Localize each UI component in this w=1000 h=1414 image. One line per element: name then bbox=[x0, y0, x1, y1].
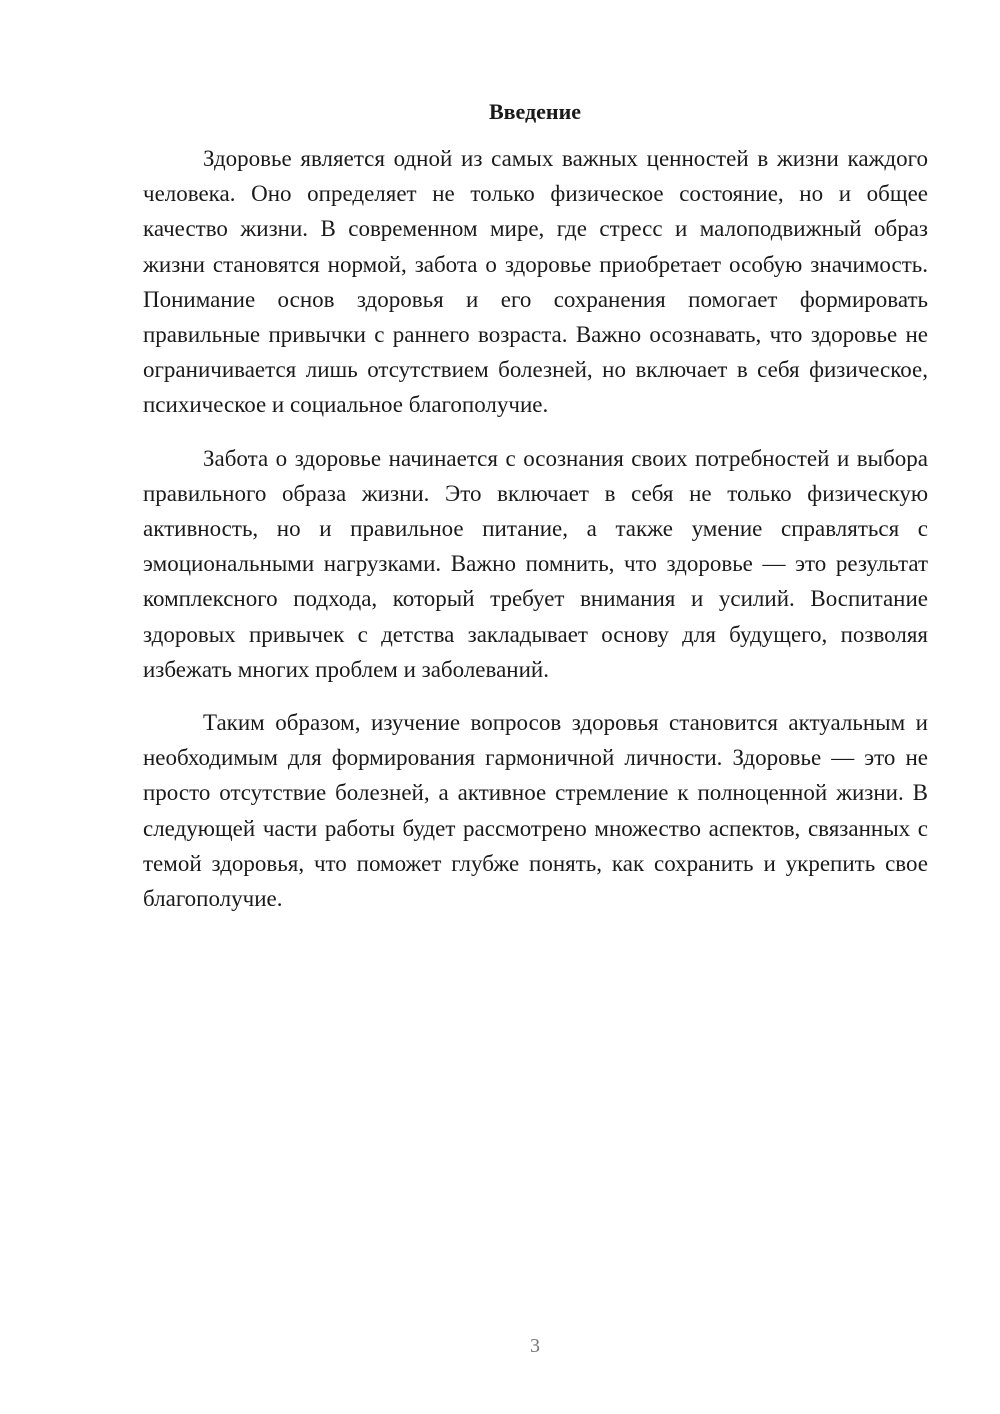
paragraph-1: Здоровье является одной из самых важных ценностей в жизни каждого человека. Оно определяет не только физическое состояние, но и общее качество жизни. В современном мире, где стресс и малоподвижный образ жизни становятся нормой, забота о здоровье приобретает особую значимость. Понимание основ здоровья и его сохранения помогает формировать правильные привычки с раннего возраста. Важно осознавать, что здоровье не ограничивается лишь отсутствием болезней, но включает в себя физическое, психическое и социальное благополучие. bbox=[143, 146, 928, 418]
paragraph-3: Таким образом, изучение вопросов здоровья становится актуальным и необходимым для формирования гармоничной личности. Здоровье — это не просто отсутствие болезней, а активное стремление к полноценной жизни. В следующей части работы будет рассмотрено множество аспектов, связанных с темой здоровья, что поможет глубже понять, как сохранить и укрепить свое благополучие. bbox=[143, 710, 928, 912]
body-text bbox=[143, 141, 928, 934]
page-title: Введение bbox=[488, 99, 582, 124]
page-number: 3 bbox=[530, 1335, 540, 1357]
paragraph-2: Забота о здоровье начинается с осознания своих потребностей и выбора правильного образа жизни. Это включает в себя не только физическую активность, но и правильное питание, а также умение справляться с эмоциональными нагрузками. Важно помнить, что здоровье — это результат комплексного подхода, который требует внимания и усилий. Воспитание здоровых привычек с детства закладывает основу для будущего, позволяя избежать многих проблем и заболеваний. bbox=[143, 445, 928, 682]
